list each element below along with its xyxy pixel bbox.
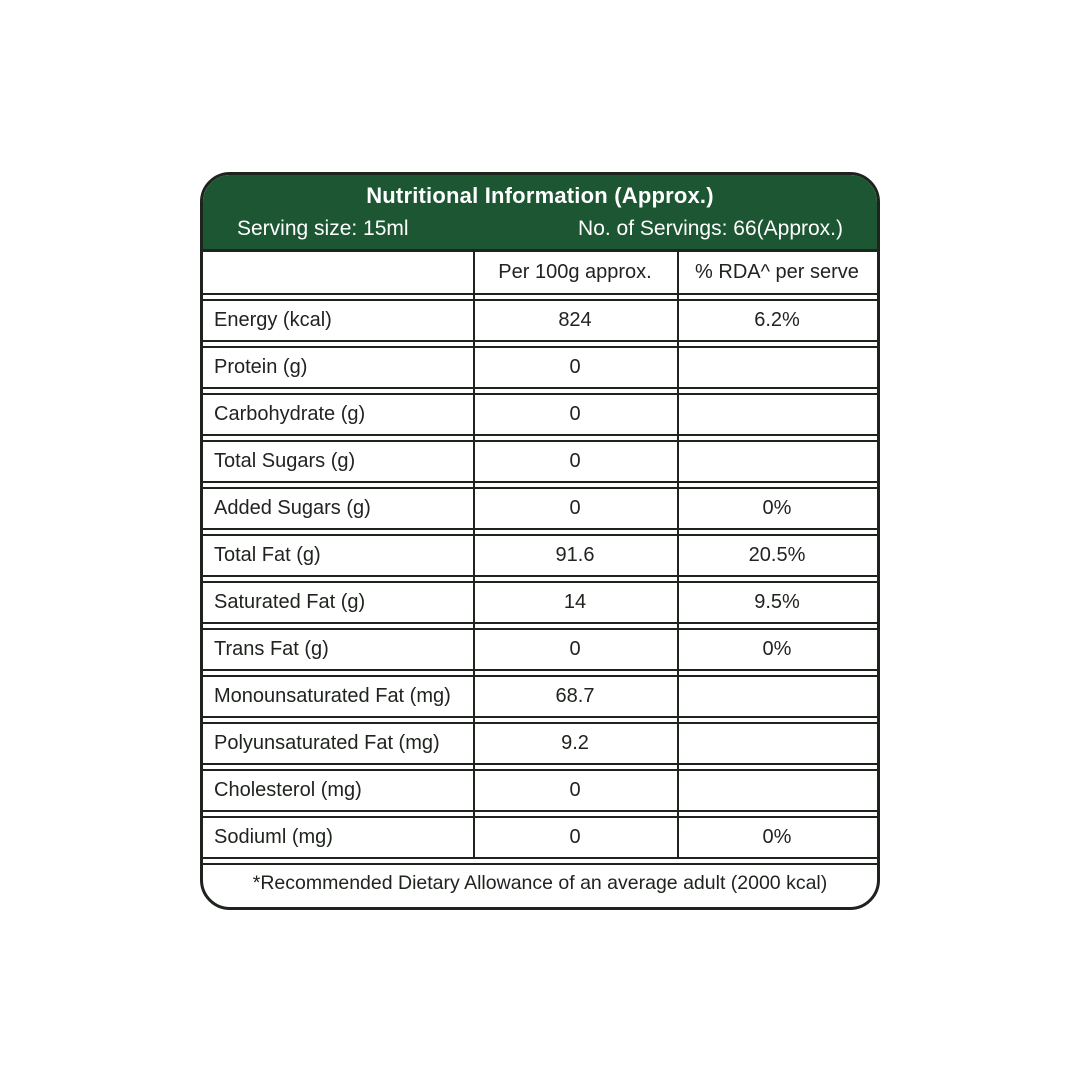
serving-size-text: Serving size: 15ml: [237, 217, 409, 240]
table-row: [203, 769, 877, 812]
servings-count-text: No. of Servings: 66(Approx.): [578, 217, 843, 240]
row-label: Carbohydrate (g): [214, 403, 366, 425]
row-per-100g: 0: [569, 779, 581, 801]
table-row: [203, 816, 877, 859]
row-per-100g: 0: [569, 638, 581, 660]
row-label: Sodiuml (mg): [214, 826, 333, 848]
column-divider-2: [677, 252, 679, 859]
table-row: [203, 299, 877, 342]
column-divider-1: [473, 252, 475, 859]
row-per-100g: 824: [558, 309, 592, 331]
table-row: [203, 675, 877, 718]
row-per-100g: 68.7: [555, 685, 595, 707]
row-label: Protein (g): [214, 356, 308, 378]
rda-footnote: *Recommended Dietary Allowance of an average adult (2000 kcal): [203, 863, 877, 907]
row-per-100g: 0: [569, 356, 581, 378]
row-rda: 0%: [762, 638, 792, 660]
serving-row: [203, 215, 877, 243]
row-per-100g: 9.2: [561, 732, 589, 754]
row-label: Trans Fat (g): [214, 638, 329, 660]
row-rda: 6.2%: [754, 309, 800, 331]
row-rda: 20.5%: [748, 544, 806, 566]
table-row: [203, 722, 877, 765]
column-header-per-100g: Per 100g approx.: [498, 261, 652, 283]
row-per-100g: 14: [563, 591, 587, 613]
table-row: [203, 393, 877, 436]
table-row: [203, 581, 877, 624]
table-row: [203, 440, 877, 483]
table-row: [203, 628, 877, 671]
row-per-100g: 0: [569, 450, 581, 472]
row-label: Saturated Fat (g): [214, 591, 366, 613]
row-per-100g: 0: [569, 497, 581, 519]
row-per-100g: 0: [569, 826, 581, 848]
row-label: Energy (kcal): [214, 309, 332, 331]
row-label: Polyunsaturated Fat (mg): [214, 732, 440, 754]
table-row: [203, 534, 877, 577]
nutrition-table: [203, 252, 877, 859]
row-label: Monounsaturated Fat (mg): [214, 685, 451, 707]
nutrition-label-card: [200, 172, 880, 910]
row-label: Added Sugars (g): [214, 497, 371, 519]
row-per-100g: 91.6: [555, 544, 595, 566]
nutrition-header: [203, 175, 877, 252]
table-row: [203, 346, 877, 389]
row-label: Total Fat (g): [214, 544, 321, 566]
nutrition-title: Nutritional Information (Approx.): [366, 183, 714, 208]
row-rda: 0%: [762, 497, 792, 519]
table-header-row: [203, 252, 877, 295]
row-rda: 0%: [762, 826, 792, 848]
row-rda: 9.5%: [754, 591, 800, 613]
row-label: Cholesterol (mg): [214, 779, 362, 801]
row-label: Total Sugars (g): [214, 450, 356, 472]
row-per-100g: 0: [569, 403, 581, 425]
table-row: [203, 487, 877, 530]
column-header-rda: % RDA^ per serve: [695, 261, 859, 283]
